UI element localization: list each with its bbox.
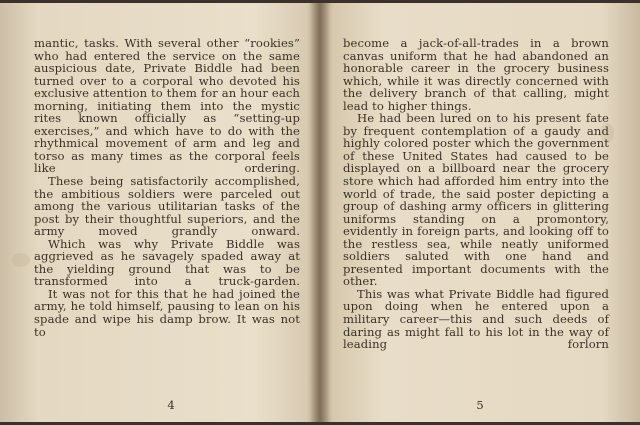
right-paragraph-2: He had been lured on to his present fate by frequent contemplation of a gaudy and highly colored poster which the government of these United States had caused to be displayed on a billboard near the grocery store which had afforded him entry into the world of trade, the said poster depicting a group of dashing army officers in glittering uniforms standing on a promontory, evidently in foreign parts, and looking off to the restless sea, while neatly uniformed soldiers saluted with one hand and presented important documents with the other. [343,111,609,289]
right-paragraph-3: This was what Private Biddle had figured upon doing when he entered upon a military career—this and such deeds of daring as might fall to his lot in the way of leading forlorn [343,286,609,352]
paper-stain [12,253,30,267]
left-page [34,37,300,415]
right-page [343,37,609,415]
right-page-number: 5 [476,398,484,412]
right-paragraph-1: become a jack-of-all-trades in a brown canvas uniform that he had abandoned an honorable career in the grocery business which, while it was directly concerned with the delivery branch of that calling, might lead to higher things. [343,36,609,113]
left-paragraph-3: Which was why Private Biddle was aggrieved as he savagely spaded away at the yielding ground that was to be transformed into a truck-garden. [34,236,300,289]
left-paragraph-1: mantic, tasks. With several other “rookies” who had entered the service on the same auspicious date, Private Biddle had been turned over to a corporal who devoted his exclusive attention to them for an hour each morning, initiating them into the mystic rites known officially as “setting-up exercises,” and which have to do with the rhythmical movement of arm and leg and torso as many times as the corporal feels like ordering. [34,36,300,176]
left-paragraph-2: These being satisfactorily accomplished, the ambitious soldiers were parceled out among the various utilitarian tasks of the post by their thoughtful superiors, and the army moved grandly onward. [34,174,300,239]
left-page-number: 4 [167,398,175,412]
left-paragraph-4: It was not for this that he had joined the army, he told himself, pausing to lean on his spade and wipe his damp brow. It was not to [34,286,300,339]
book-gutter [310,3,330,422]
